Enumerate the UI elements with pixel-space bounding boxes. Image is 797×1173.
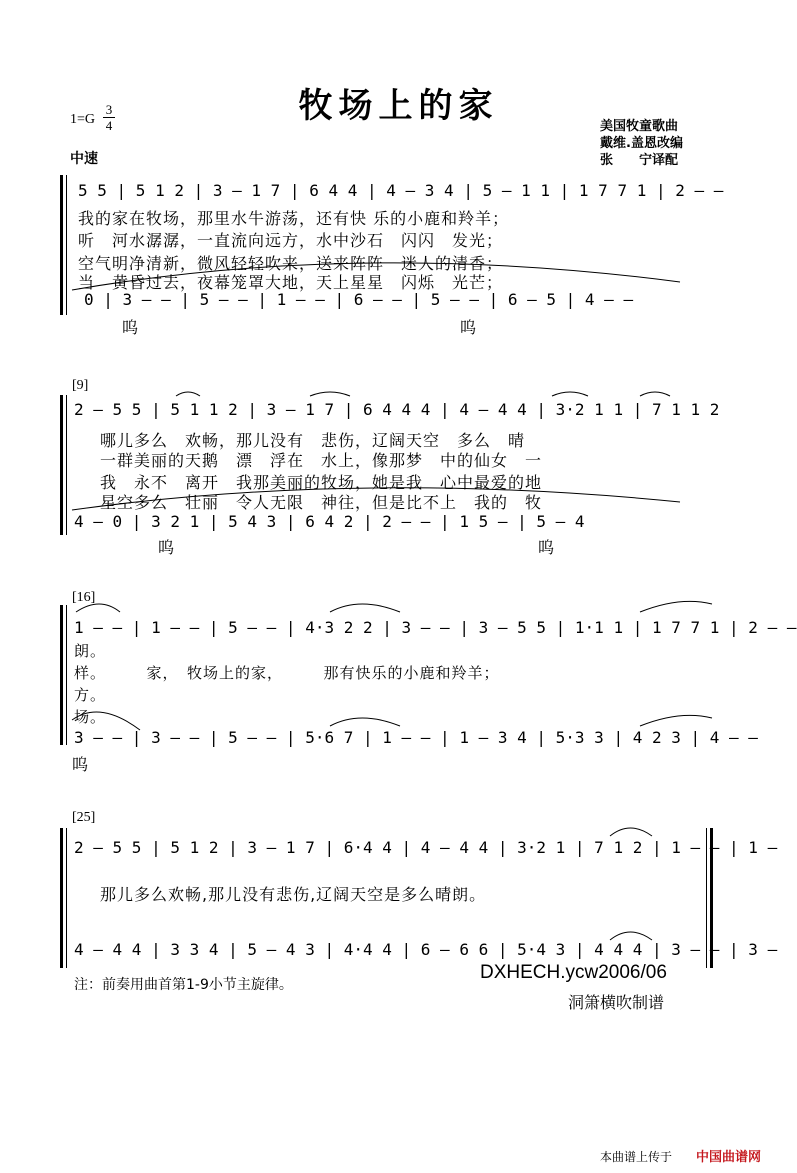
harmony-line: 0 | 3 – – | 5 – – | 1 – – | 6 – – | 5 – – | 6 – 5 | 4 – – xyxy=(84,290,634,309)
melody-line: 1 – – | 1 – – | 5 – – | 4·3 2 2 | 3 – – | 3 – 5 5 | 1·1 1 | 1 7 7 1 | 2 – – xyxy=(74,618,797,637)
lyric-verse-4: 场。 xyxy=(74,708,107,726)
harmony-line: 4 – 4 4 | 3 3 4 | 5 – 4 3 | 4·4 4 | 6 – 6 6 | 5·4 3 | 4 4 4 | 3 – – | 3 – xyxy=(74,940,778,959)
lyric-verse-1: 哪儿多么 欢畅，那儿没有 悲伤，辽阔天空 多么 晴 xyxy=(100,431,526,450)
lyric-verse-4: 星空多么 壮丽 令人无限 神往，但是比不上 我的 牧 xyxy=(100,493,543,512)
hum-syllable: 呜 xyxy=(538,538,556,557)
tempo-marking: 中速 xyxy=(70,151,98,167)
hum-syllable: 呜 xyxy=(72,755,90,774)
harmony-line: 4 – 0 | 3 2 1 | 5 4 3 | 6 4 2 | 2 – – | 1 5 – | 5 – 4 xyxy=(74,512,585,531)
measure-number: [25] xyxy=(72,810,96,825)
melody-line: 2 – 5 5 | 5 1 2 | 3 – 1 7 | 6·4 4 | 4 – 4 4 | 3·2 1 | 7 1 2 | 1 – – | 1 – xyxy=(74,838,778,857)
lyric-verse-1: 朗。 xyxy=(74,642,107,660)
harmony-line: 3 – – | 3 – – | 5 – – | 5·6 7 | 1 – – | 1 – 3 4 | 5·3 3 | 4 2 3 | 4 – – xyxy=(74,728,758,747)
measure-number: [16] xyxy=(72,590,96,605)
credit-line: 戴维.盖恩改编 xyxy=(600,136,683,151)
hum-syllable: 呜 xyxy=(158,538,176,557)
time-signature-bottom: 4 xyxy=(105,118,113,133)
measure-number: [9] xyxy=(72,378,89,393)
hum-syllable: 呜 xyxy=(460,318,478,337)
lyric-verse-4: 当 黄昏过去，夜幕笼罩大地，天上星星 闪烁 光芒； xyxy=(78,273,504,292)
lyric-verse-2: 样。 家， 牧场上的家， 那有快乐的小鹿和羚羊； xyxy=(74,664,500,682)
lyric-verse-3: 空气明净清新，微风轻轻吹来，送来阵阵 迷人的清香； xyxy=(78,254,504,273)
footnote: 注：前奏用曲首第1-9小节主旋律。 xyxy=(74,977,293,993)
site-logo: 中国曲谱网 xyxy=(696,1150,762,1165)
hum-syllable: 呜 xyxy=(122,318,140,337)
time-signature-top: 3 xyxy=(105,102,113,117)
credit-line: 张 宁译配 xyxy=(600,153,679,168)
melody-line: 2 – 5 5 | 5 1 1 2 | 3 – 1 7 | 6 4 4 4 | 4 – 4 4 | 3·2 1 1 | 7 1 1 2 xyxy=(74,400,720,419)
upload-footer: 本曲谱上传于 xyxy=(600,1150,673,1164)
lyric-verse-3: 我 永不 离开 我那美丽的牧场，她是我 心中最爱的地 xyxy=(100,473,543,492)
lyric-verse-1: 我的家在牧场，那里水牛游荡，还有快 乐的小鹿和羚羊； xyxy=(78,209,510,228)
melody-line: 5 5 | 5 1 2 | 3 – 1 7 | 6 4 4 | 4 – 3 4 | 5 – 1 1 | 1 7 7 1 | 2 – – xyxy=(78,181,724,200)
credit-line: 美国牧童歌曲 xyxy=(600,119,679,134)
page-title: 牧场上的家 xyxy=(298,86,499,126)
lyric-verse-2: 听 河水潺潺，一直流向远方，水中沙石 闪闪 发光； xyxy=(78,231,504,250)
lyric-verse-1: 那儿多么欢畅,那儿没有悲伤,辽阔天空是多么晴朗。 xyxy=(100,885,487,904)
lyric-verse-3: 方。 xyxy=(74,686,107,704)
arranger-signature: DXHECH.ycw2006/06 xyxy=(480,962,667,983)
lyric-verse-2: 一群美丽的天鹅 漂 浮在 水上，像那梦 中的仙女 一 xyxy=(100,451,543,470)
maker-credit: 洞箫横吹制谱 xyxy=(568,993,665,1012)
key-signature: 1=G xyxy=(70,112,96,127)
